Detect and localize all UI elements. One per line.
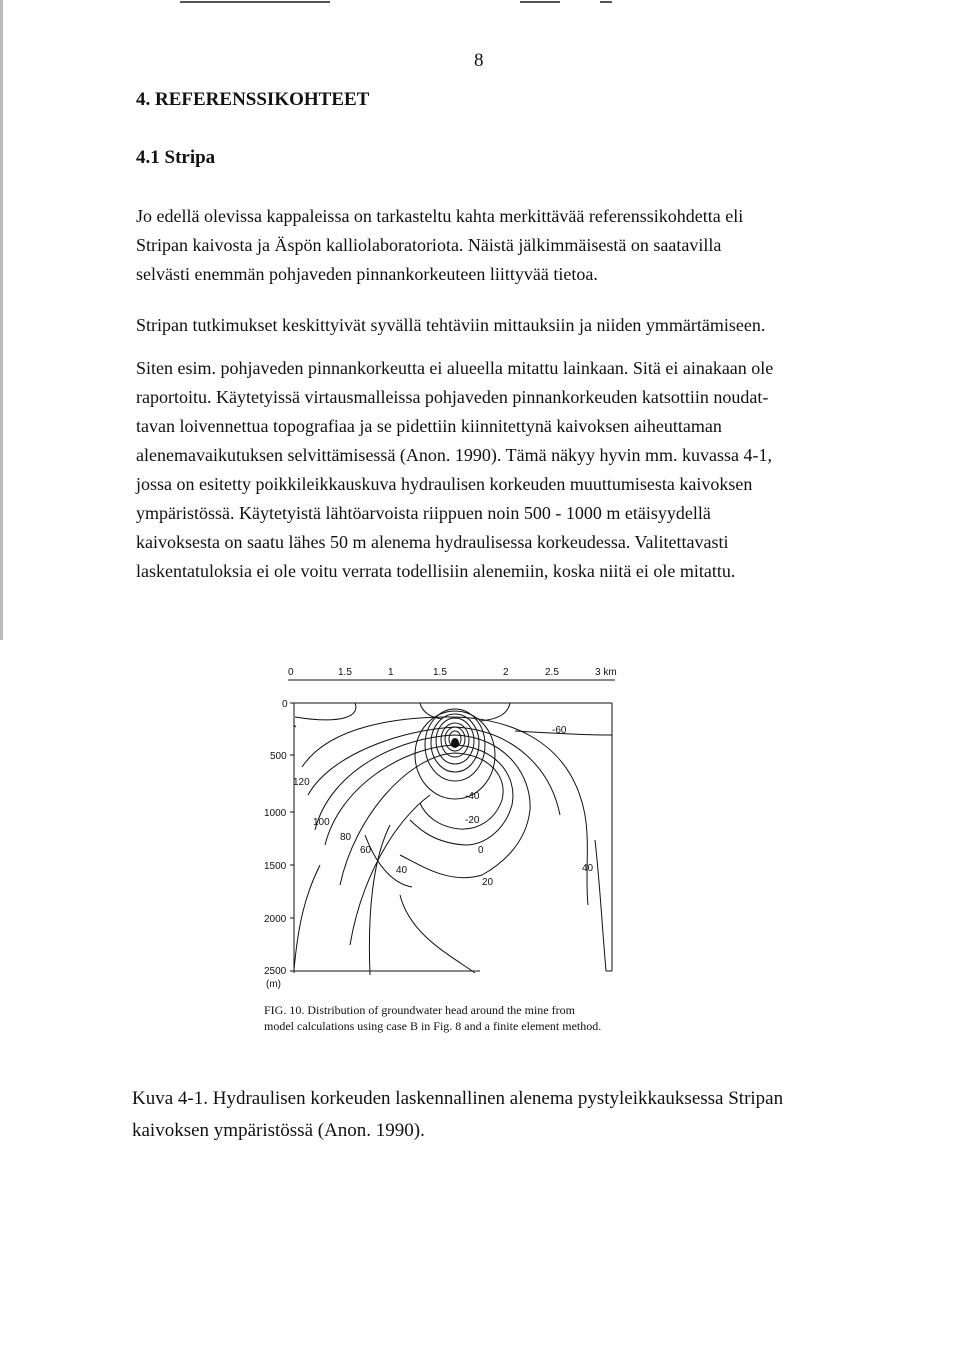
x-tick-label: 0 [288, 667, 294, 678]
kuva-caption-line: kaivoksen ympäristössä (Anon. 1990). [132, 1120, 425, 1141]
paragraph-line: Siten esim. pohjaveden pinnankorkeutta ei alueella mitattu lainkaan. Sitä ei ainakaan ole [136, 358, 774, 378]
contour-label: 40 [582, 863, 594, 874]
paragraph-line: ympäristössä. Käytetyistä lähtöarvoista riippuen noin 500 - 1000 m etäisyydellä [136, 503, 711, 523]
scan-edge-marks [0, 0, 960, 4]
figure-caption-line: FIG. 10. Distribution of groundwater head around the mine from [264, 1003, 575, 1017]
paragraph-line: raportoitu. Käytetyissä virtausmalleissa pohjaveden pinnankorkeuden katsottiin noudat- [136, 387, 769, 407]
x-tick-label: 2.5 [545, 667, 559, 678]
figure-caption [264, 1002, 601, 1034]
contour-label: 20 [482, 877, 494, 888]
y-tick-label: 2500 [264, 966, 287, 977]
paragraph-line: kaivoksesta on saatu lähes 50 m alenema hydraulisessa korkeudessa. Valitettavasti [136, 532, 729, 552]
paragraph-3 [136, 354, 826, 586]
x-tick-label: 3 km [595, 667, 617, 678]
contour-label: 0 [478, 845, 484, 856]
page-number: 8 [474, 50, 484, 71]
paragraph-line: laskentatuloksia ei ole voitu verrata todellisiin alenemiin, koska niitä ei ole mitattu. [136, 561, 736, 581]
contour-label: 60 [360, 845, 372, 856]
contour-label: 40 [396, 865, 408, 876]
paragraph-1 [136, 202, 826, 289]
scan-left-edge [0, 0, 3, 640]
paragraph-line: alenemavaikutuksen selvittämisessä (Anon. 1990). Tämä näkyy hyvin mm. kuvassa 4-1, [136, 445, 773, 465]
paragraph-2 [136, 311, 826, 340]
contour-label: -20 [465, 815, 480, 826]
contour-label: 120 [293, 777, 310, 788]
paragraph-line: selvästi enemmän pohjaveden pinnankorkeuteen liittyvää tietoa. [136, 264, 598, 284]
paragraph-line: tavan loivennettua topografiaa ja se pidettiin kiinnitettynä kaivoksen aiheuttaman [136, 416, 722, 436]
y-tick-label: 0 [282, 699, 288, 710]
paragraph-line: jossa on esitetty poikkileikkauskuva hydraulisen korkeuden muuttumisesta kaivoksen [136, 474, 753, 494]
y-tick-label: 1500 [264, 861, 287, 872]
kuva-caption-line: Kuva 4-1. Hydraulisen korkeuden laskennallinen alenema pystyleikkauksessa Stripan [132, 1088, 784, 1109]
x-tick-label: 1.5 [338, 667, 352, 678]
y-tick-label: 2000 [264, 914, 287, 925]
section-heading: 4. REFERENSSIKOHTEET [136, 89, 370, 110]
y-tick-label: 1000 [264, 808, 287, 819]
contour-label: 100 [313, 817, 330, 828]
kuva-caption [132, 1083, 783, 1147]
y-axis [264, 699, 294, 990]
contour-label: -60 [552, 725, 567, 736]
contour-label: -40 [465, 791, 480, 802]
subsection-heading: 4.1 Stripa [136, 147, 216, 168]
contour-figure [250, 655, 670, 1045]
contour-plot [250, 655, 670, 1045]
x-tick-label: 2 [503, 667, 509, 678]
y-tick-label: 500 [270, 751, 287, 762]
x-tick-label: 1.5 [433, 667, 447, 678]
paragraph-line: Stripan kaivosta ja Äspön kalliolaboratoriota. Näistä jälkimmäisestä on saatavilla [136, 235, 722, 255]
paragraph-line: Jo edellä olevissa kappaleissa on tarkasteltu kahta merkittävää referenssikohdetta eli [136, 206, 744, 226]
x-tick-label: 1 [388, 667, 394, 678]
figure-caption-line: model calculations using case B in Fig. 8 and a finite element method. [264, 1019, 602, 1033]
paragraph-line: Stripan tutkimukset keskittyivät syvällä tehtäviin mittauksiin ja niiden ymmärtämiseen. [136, 315, 766, 335]
x-scale [288, 667, 617, 680]
y-unit-label: (m) [266, 979, 281, 990]
contour-label: 80 [340, 832, 352, 843]
